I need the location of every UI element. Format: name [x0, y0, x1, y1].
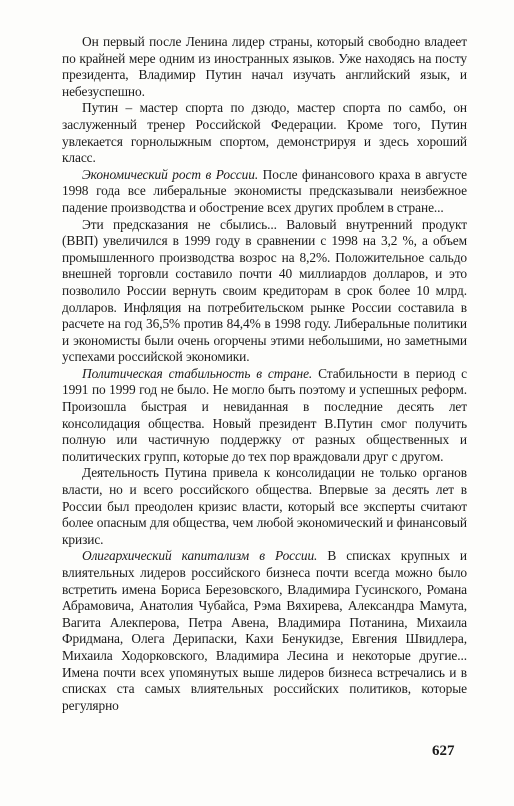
page-number: 627: [432, 743, 455, 759]
paragraph-text: В списках крупных и влиятельных лидеров российского бизнеса почти всегда можно было встретить имена Бориса Березовского, Владимира Гусинского, Романа Абрамовича, Анатолия Чубайса, Рэма Вяхирева, Александра Мамута, Вагита Алекперова, Петра Авена, Владимира Потанина, Михаила Фридмана, Олега Дерипаски, Кахи Бенукидзе, Евгения Швидлера, Михаила Ходорковского, Владимира Лесина и некоторые другие... Имена почти всех упомянутых выше лидеров бизнеса встречались и в списках ста самых влиятельных российских политиков, которые регулярно: [62, 548, 467, 713]
paragraph-text: После финансового краха в августе 1998 года все либеральные экономисты предсказывали неизбежное падение производства и обострение всех других проблем в стране...: [62, 166, 467, 215]
paragraph: [62, 366, 467, 466]
paragraph: [62, 465, 467, 548]
paragraph: [62, 548, 467, 714]
body-text: [62, 34, 467, 714]
paragraph-heading: Олигархический капитализм в России.: [82, 548, 318, 564]
paragraph-text: Эти предсказания не сбылись... Валовый внутренний продукт (ВВП) увеличился в 1999 году в сравнении с 1998 на 3,2 %, а объем промышленного производства возрос на 8,2%. Положительное сальдо внешней торговли составило почти 40 миллиардов долларов, и это позволило России вернуть своим кредиторам в срок более 10 млрд. долларов. Инфляция на потребительском рынке России составила в расчете на год 36,5% против 84,4% в 1998 году. Либеральные политики и экономисты были очень огорчены этими небольшими, но заметными успехами российской экономики.: [62, 216, 467, 365]
paragraph-text: Путин – мастер спорта по дзюдо, мастер спорта по самбо, он заслуженный тренер Российской Федерации. Кроме того, Путин увлекается горнолыжным спортом, демонстрируя и здесь хороший класс.: [62, 100, 467, 166]
paragraph-text: Он первый после Ленина лидер страны, который свободно владеет по крайней мере одним из иностранных языков. Уже находясь на посту президента, Владимир Путин начал изучать английский язык, и небезуспешно.: [62, 34, 467, 99]
paragraph: [62, 167, 467, 217]
paragraph: [62, 34, 467, 100]
paragraph-text: Стабильности в период с 1991 по 1999 год не было. Не могло быть поэтому и успешных реформ. Произошла быстрая и невиданная в последние десять лет консолидация общества. Новый президент В.Путин смог получить полную или частичную поддержку от разных общественных и политических групп, которые до тех пор враждовали друг с другом.: [62, 365, 467, 464]
paragraph-heading: Политическая стабильность в стране.: [82, 365, 313, 381]
paragraph: [62, 100, 467, 166]
paragraph: [62, 217, 467, 366]
paragraph-heading: Экономический рост в России.: [82, 166, 259, 182]
paragraph-text: Деятельность Путина привела к консолидации не только органов власти, но и всего российского общества. Впервые за десять лет в России был преодолен кризис власти, который все эксперты считают более опасным для общества, чем любой экономический и финансовый кризис.: [62, 465, 467, 547]
